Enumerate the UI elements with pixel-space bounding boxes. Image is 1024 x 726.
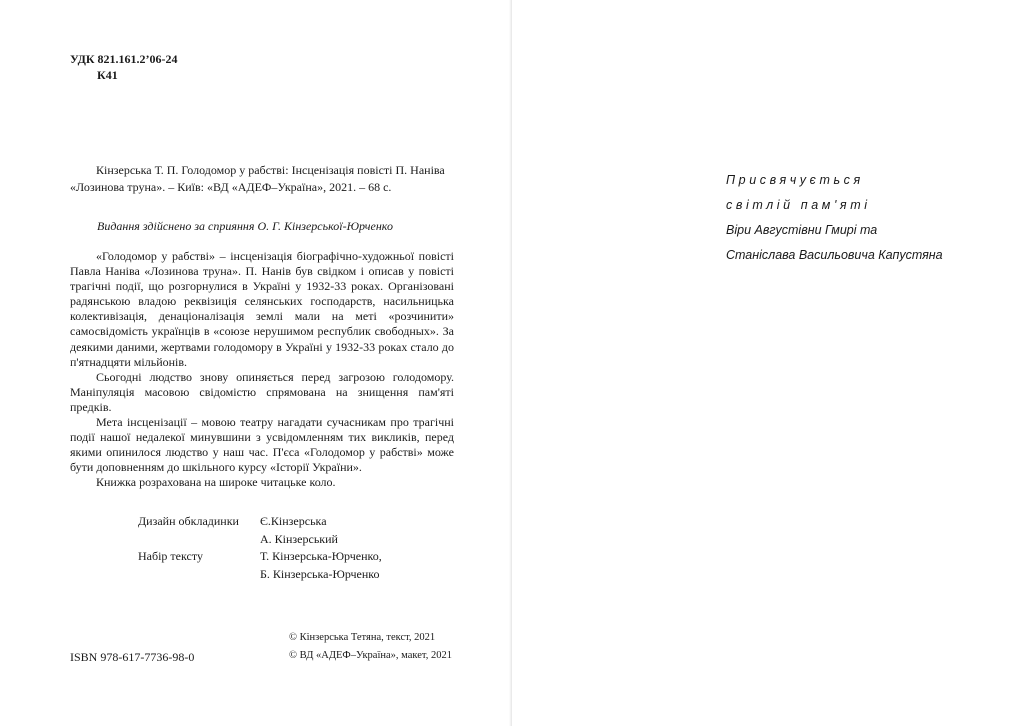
dedication-line: світлій пам'яті	[726, 198, 871, 212]
author-index: К41	[97, 68, 118, 82]
typesetter-name: Т. Кінзерська-Юрченко,	[260, 549, 382, 563]
copyright-text: © Кінзерська Тетяна, текст, 2021	[289, 632, 436, 643]
cover-designer-name: А. Кінзерський	[260, 532, 338, 546]
typesetting-label: Набір тексту	[138, 549, 203, 563]
udk-code: УДК 821.161.2’06-24	[70, 52, 178, 66]
annotation	[70, 249, 454, 491]
isbn: ISBN 978-617-7736-98-0	[70, 650, 195, 664]
right-page	[512, 0, 1024, 726]
bibliographic-record: Кінзерська Т. П. Голодомор у рабстві: Інсценізація повісті П. Наніва «Лозинова труна». – Київ: «ВД «АДЕФ–Україна», 2021. – 68 с.	[70, 163, 445, 194]
annotation-paragraph: «Голодомор у рабстві» – інсценізація біографічно-художньої повісті Павла Наніва «Лозинова труна». П. Нанів був свідком і описав у повісті трагічні події, що розгорнулися в Україні у 1932-33 роках. Організовані радянською владою реквізиція селянських господарств, насильницька колективізація, денаціоналізація землі мали на меті «розчинити» самосвідомість українців в «союзе нерушимом республик свободных». За деякими даними, жертвами голодомору в Україні у 1932-33 роках стало до п'ятнадцяти мільйонів.	[70, 249, 454, 369]
dedication-line: Станіслава Васильовича Капустяна	[726, 248, 943, 262]
copyright-layout: © ВД «АДЕФ–Україна», макет, 2021	[289, 650, 452, 661]
annotation-paragraph: Книжка розрахована на широке читацьке коло.	[96, 475, 336, 490]
dedication-line: Віри Августівни Гмирі та	[726, 223, 878, 237]
cover-designer-name: Є.Кінзерська	[260, 514, 327, 528]
support-note: Видання здійснено за сприяння О. Г. Кінзерської-Юрченко	[97, 219, 393, 233]
cover-design-label: Дизайн обкладинки	[138, 514, 239, 528]
dedication-line: Присвячується	[726, 173, 864, 187]
annotation-paragraph: Сьогодні людство знову опиняється перед загрозою голодомору. Маніпуляція масовою свідомістю спрямована на знищення пам'яті предків.	[70, 369, 454, 414]
annotation-paragraph: Мета інсценізації – мовою театру нагадати сучасникам про трагічні події нашої недалекої минувшини з усвідомленням тих викликів, перед якими опинилося людство у наш час. П'єса «Голодомор у рабстві» може бути доповненням до шкільного курсу «Історії України».	[70, 415, 454, 475]
typesetter-name: Б. Кінзерська-Юрченко	[260, 567, 380, 581]
